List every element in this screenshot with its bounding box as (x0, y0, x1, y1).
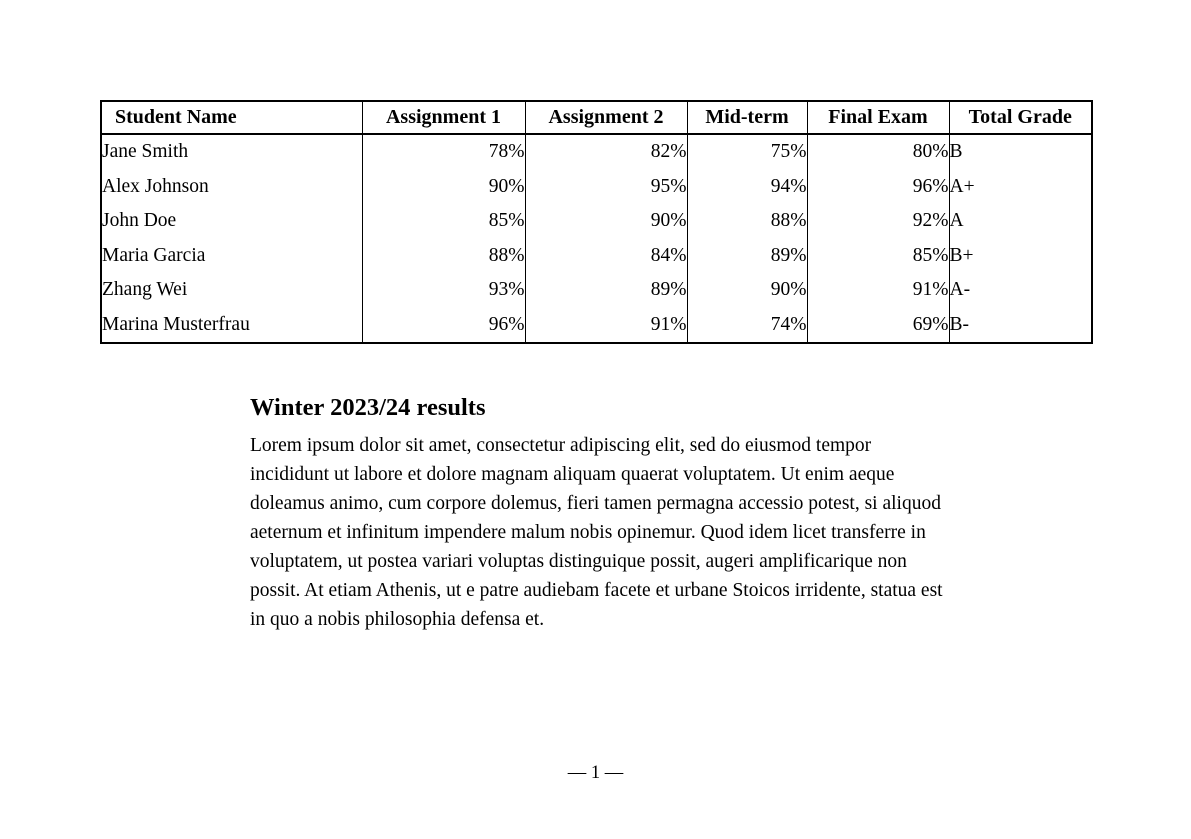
cell-mid-term: 89% (687, 239, 807, 274)
cell-student-name: Jane Smith (102, 141, 189, 163)
cell-assignment-2: 90% (525, 204, 687, 239)
cell-assignment-1: 78% (362, 134, 525, 170)
cell-final-exam: 91% (807, 273, 949, 308)
cell-total-grade: B- (949, 308, 1092, 344)
cell-assignment-1: 93% (362, 273, 525, 308)
cell-final-exam: 96% (807, 170, 949, 205)
column-header-assignment-1: Assignment 1 (362, 101, 525, 134)
section-heading: Winter 2023/24 results (250, 394, 486, 421)
results-section (250, 394, 945, 634)
body-paragraph: Lorem ipsum dolor sit amet, consectetur adipiscing elit, sed do eiusmod tempor incididunt ut labore et dolore magnam aliquam quaerat voluptatem. Ut enim aeque doleamus animo, cum corpore dolemus, fieri tamen permagna accessio potest, si aliquod aeternum et infinitum impendere malum nobis opinemur. Quod idem licet transferre in voluptatem, ut postea variari voluptas distinguique possit, augeri amplificarique non possit. At etiam Athenis, ut e patre audiebam facete et urbane Stoicos irridente, statua est in quo a nobis philosophia defensa et. (250, 435, 943, 631)
cell-total-grade: A- (949, 273, 1092, 308)
column-header-final-exam: Final Exam (807, 101, 949, 134)
cell-assignment-1: 85% (362, 204, 525, 239)
table-row (101, 273, 1092, 308)
cell-final-exam: 85% (807, 239, 949, 274)
cell-student-name: Marina Musterfrau (102, 313, 250, 335)
column-header-assignment-2: Assignment 2 (525, 101, 687, 134)
cell-assignment-2: 89% (525, 273, 687, 308)
cell-total-grade: A+ (949, 170, 1092, 205)
cell-assignment-2: 95% (525, 170, 687, 205)
table-header-row (101, 101, 1092, 134)
cell-student-name: Zhang Wei (102, 279, 188, 301)
cell-mid-term: 74% (687, 308, 807, 344)
cell-student-name: John Doe (102, 210, 177, 232)
page-number: — 1 — (567, 763, 624, 783)
table-row (101, 239, 1092, 274)
cell-assignment-2: 84% (525, 239, 687, 274)
cell-assignment-2: 91% (525, 308, 687, 344)
cell-assignment-1: 88% (362, 239, 525, 274)
table-row (101, 308, 1092, 344)
table-row (101, 170, 1092, 205)
cell-mid-term: 94% (687, 170, 807, 205)
cell-assignment-1: 90% (362, 170, 525, 205)
table-row (101, 204, 1092, 239)
table-row (101, 134, 1092, 170)
column-header-student-name: Student Name (101, 101, 362, 134)
cell-student-name: Alex Johnson (102, 175, 209, 197)
column-header-mid-term: Mid-term (687, 101, 807, 134)
cell-assignment-1: 96% (362, 308, 525, 344)
cell-assignment-2: 82% (525, 134, 687, 170)
cell-mid-term: 88% (687, 204, 807, 239)
cell-total-grade: A (949, 204, 1092, 239)
cell-student-name: Maria Garcia (102, 244, 206, 266)
cell-mid-term: 75% (687, 134, 807, 170)
grades-table (100, 100, 1093, 344)
column-header-total-grade: Total Grade (949, 101, 1092, 134)
cell-total-grade: B (949, 134, 1092, 170)
cell-final-exam: 80% (807, 134, 949, 170)
cell-final-exam: 92% (807, 204, 949, 239)
cell-mid-term: 90% (687, 273, 807, 308)
cell-final-exam: 69% (807, 308, 949, 344)
cell-total-grade: B+ (949, 239, 1092, 274)
